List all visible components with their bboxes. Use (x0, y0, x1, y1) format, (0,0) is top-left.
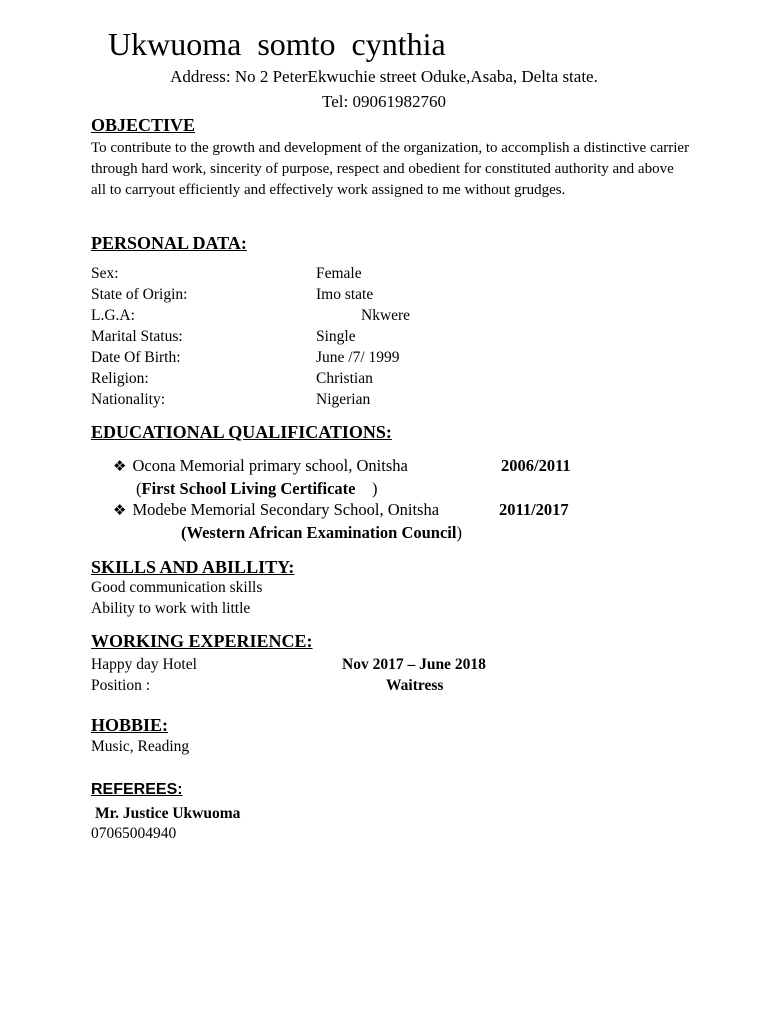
personal-value-sex: Female (316, 265, 362, 282)
referee-phone: 07065004940 (91, 825, 177, 842)
position-value: Waitress (386, 677, 444, 694)
telephone-line: Tel: 09061982760 (322, 92, 446, 111)
referee-name: Mr. Justice Ukwuoma (95, 805, 241, 822)
personal-label-dob: Date Of Birth: (91, 349, 181, 366)
personal-value-lga: Nkwere (361, 307, 411, 324)
education-item (113, 456, 408, 476)
certificate-close-paren: ) (355, 479, 378, 498)
employer-name: Happy day Hotel (91, 656, 197, 673)
personal-label-lga: L.G.A: (91, 307, 135, 324)
education-heading: EDUCATIONAL QUALIFICATIONS: (91, 422, 392, 442)
skill-item: Good communication skills (91, 579, 263, 596)
candidate-name: Ukwuoma somto cynthia (108, 26, 446, 62)
hobbie-heading: HOBBIE: (91, 715, 169, 735)
personal-label-nationality: Nationality: (91, 391, 166, 408)
personal-value-dob: June /7/ 1999 (316, 349, 400, 366)
personal-value-marital: Single (316, 328, 356, 345)
school-name: Ocona Memorial primary school, Onitsha (132, 456, 408, 475)
referees-heading: REFEREES: (91, 781, 183, 798)
certificate-open-paren: ( (181, 523, 187, 542)
personal-value-religion: Christian (316, 370, 373, 387)
hobbie-text: Music, Reading (91, 738, 190, 755)
personal-value-nationality: Nigerian (316, 391, 371, 408)
diamond-bullet-icon: ❖ (113, 501, 127, 519)
certificate-line (136, 479, 378, 499)
certificate-line (181, 523, 462, 543)
personal-label-state: State of Origin: (91, 286, 188, 303)
certificate-close-paren: ) (456, 523, 462, 542)
certificate-name: Western African Examination Council (186, 523, 457, 542)
personal-value-state: Imo state (316, 286, 374, 303)
certificate-open-paren: ( (136, 479, 142, 498)
objective-heading: OBJECTIVE (91, 115, 196, 135)
personal-label-marital: Marital Status: (91, 328, 183, 345)
personal-label-religion: Religion: (91, 370, 149, 387)
skill-item: Ability to work with little (91, 600, 251, 617)
position-label: Position : (91, 677, 151, 694)
school-name: Modebe Memorial Secondary School, Onitsha (132, 500, 440, 519)
personal-data-heading: PERSONAL DATA: (91, 233, 247, 253)
school-years: 2011/2017 (499, 500, 569, 519)
skills-heading: SKILLS AND ABILLITY: (91, 557, 295, 577)
address-line: Address: No 2 PeterEkwuchie street Oduke,Asaba, Delta state. (170, 67, 598, 86)
personal-label-sex: Sex: (91, 265, 119, 282)
certificate-name: First School Living Certificate (141, 479, 356, 498)
school-years: 2006/2011 (501, 456, 571, 475)
education-item (113, 500, 439, 520)
objective-text: To contribute to the growth and development of the organization, to accomplish a distinctive carrier through hard work, sincerity of purpose, respect and obedient for constituted authority and above all to carryout efficiently and effectively work assigned to me without grudges. (91, 140, 690, 198)
work-period: Nov 2017 – June 2018 (342, 656, 486, 673)
work-heading: WORKING EXPERIENCE: (91, 631, 313, 651)
diamond-bullet-icon: ❖ (113, 457, 127, 475)
